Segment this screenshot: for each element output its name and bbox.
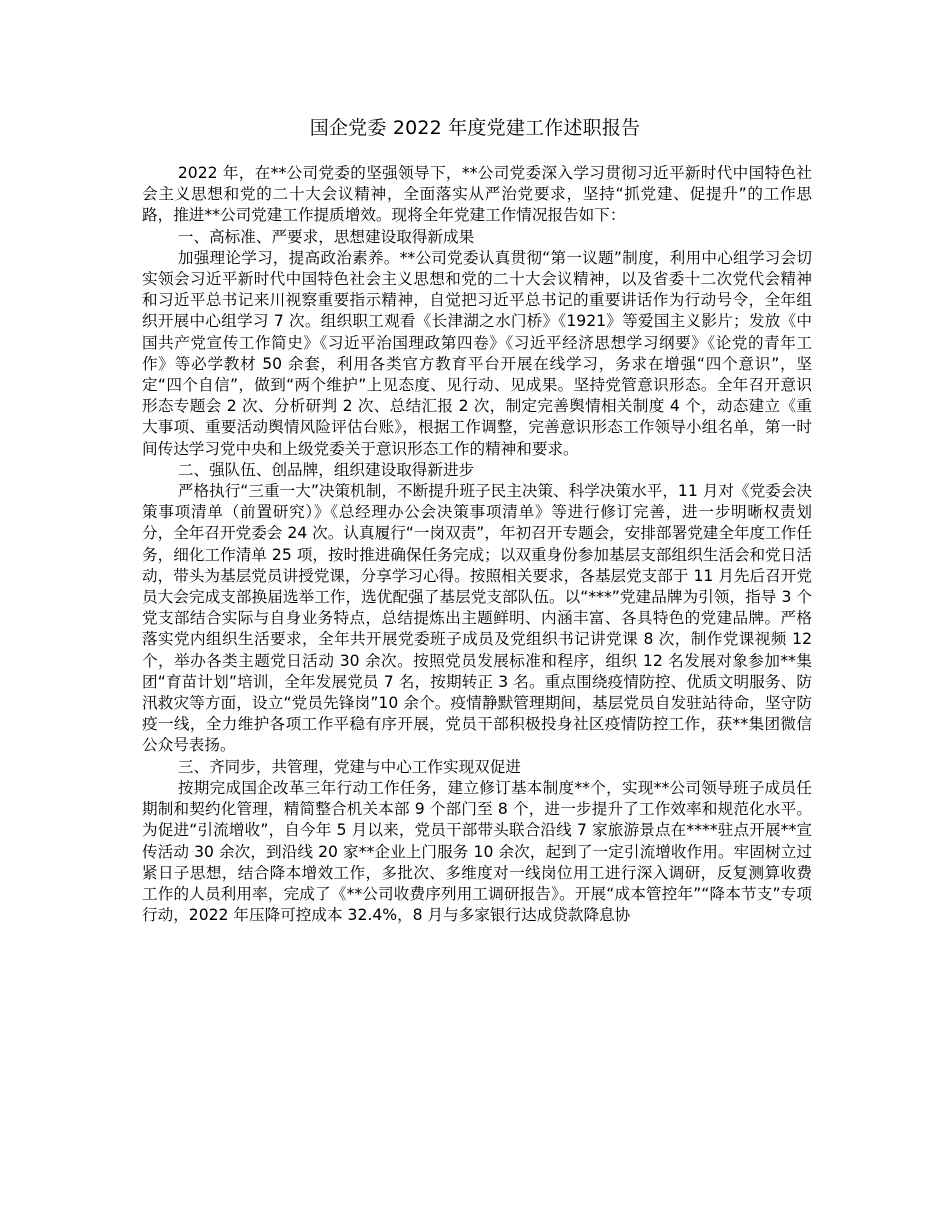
paragraph-section-1: 加强理论学习，提高政治素养。**公司党委认真贯彻“第一议题”制度，利用中心组学习会切实领会习近平新时代中国特色社会主义思想和党的二十大会议精神，以及省委十二次党代会精神和习近平总书记来川视察重要指示精神，自觉把习近平总书记的重要讲话作为行动号令，全年组织开展中心组学习 7 次。组织职工观看《长津湖之水门桥》《1921》等爱国主义影片；发放《中国共产党宣传工作简史》《习近平治国理政第四卷》《习近平经济思想学习纲要》《论党的青年工作》等必学教材 50 余套，利用各类官方教育平台开展在线学习，务求在增强“四个意识”，坚定“四个自信”，做到“两个维护”上见态度、见行动、见成果。坚持党管意识形态。全年召开意识形态专题会 2 次、分析研判 2 次、总结汇报 2 次，制定完善舆情相关制度 4 个，动态建立《重大事项、重要活动舆情风险评估台账》，根据工作调整，完善意识形态工作领导小组名单，第一时间传达学习党中央和上级党委关于意识形态工作的精神和要求。 [142, 248, 812, 458]
paragraph-intro: 2022 年，在**公司党委的坚强领导下，**公司党委深入学习贯彻习近平新时代中国特色社会主义思想和党的二十大会议精神，全面落实从严治党要求，坚持“抓党建、促提升”的工作思路，推进**公司党建工作提质增效。现将全年党建工作情况报告如下： [142, 164, 812, 225]
paragraph-section-2: 严格执行“三重一大”决策机制，不断提升班子民主决策、科学决策水平，11 月对《党委会决策事项清单（前置研究）》《总经理办公会决策事项清单》等进行修订完善，进一步明晰权责划分，全年召开党委会 24 次。认真履行“一岗双责”，年初召开专题会，安排部署党建全年度工作任务，细化工作清单 25 项，按时推进确保任务完成；以双重身份参加基层支部组织生活会和党日活动，带头为基层党员讲授党课，分享学习心得。按照相关要求，各基层党支部于 11 月先后召开党员大会完成支部换届选举工作，选优配强了基层党支部队伍。以“***”党建品牌为引领，指导 3 个党支部结合实际与自身业务特点，总结提炼出主题鲜明、内涵丰富、各具特色的党建品牌。严格落实党内组织生活要求，全年共开展党委班子成员及党组织书记讲党课 8 次，制作党课视频 12 个，举办各类主题党日活动 30 余次。按照党员发展标准和程序，组织 12 名发展对象参加**集团“育苗计划”培训，全年发展党员 7 名，按期转正 3 名。重点围绕疫情防控、优质文明服务、防汛救灾等方面，设立“党员先锋岗”10 余个。疫情静默管理期间，基层党员自发驻站待命，坚守防疫一线，全力维护各项工作平稳有序开展，党员干部积极投身社区疫情防控工作，获**集团微信公众号表扬。 [142, 482, 812, 755]
section-heading-1: 一、高标准、严要求，思想建设取得新成果 [177, 227, 475, 246]
paragraph-section-3: 按期完成国企改革三年行动工作任务，建立修订基本制度**个，实现**公司领导班子成员任期制和契约化管理，精简整合机关本部 9 个部门至 8 个，进一步提升了工作效率和规范化水平。为促进“引流增收”，自今年 5 月以来，党员干部带头联合沿线 7 家旅游景点在****驻点开展**宣传活动 30 余次，到沿线 20 家**企业上门服务 10 余次，起到了一定引流增收作用。牢固树立过紧日子思想，结合降本增效工作，多批次、多维度对一线岗位用工进行深入调研，反复测算收费工作的人员利用率，完成了《**公司收费序列用工调研报告》。开展“成本管控年”“降本节支”专项行动，2022 年压降可控成本 32.4%，8 月与多家银行达成贷款降息协 [142, 778, 812, 925]
section-heading-2: 二、强队伍、创品牌，组织建设取得新进步 [177, 460, 475, 479]
document-title: 国企党委 2022 年度党建工作述职报告 [309, 117, 641, 139]
section-heading-3: 三、齐同步，共管理，党建与中心工作实现双促进 [177, 757, 521, 776]
document-body [142, 163, 812, 926]
